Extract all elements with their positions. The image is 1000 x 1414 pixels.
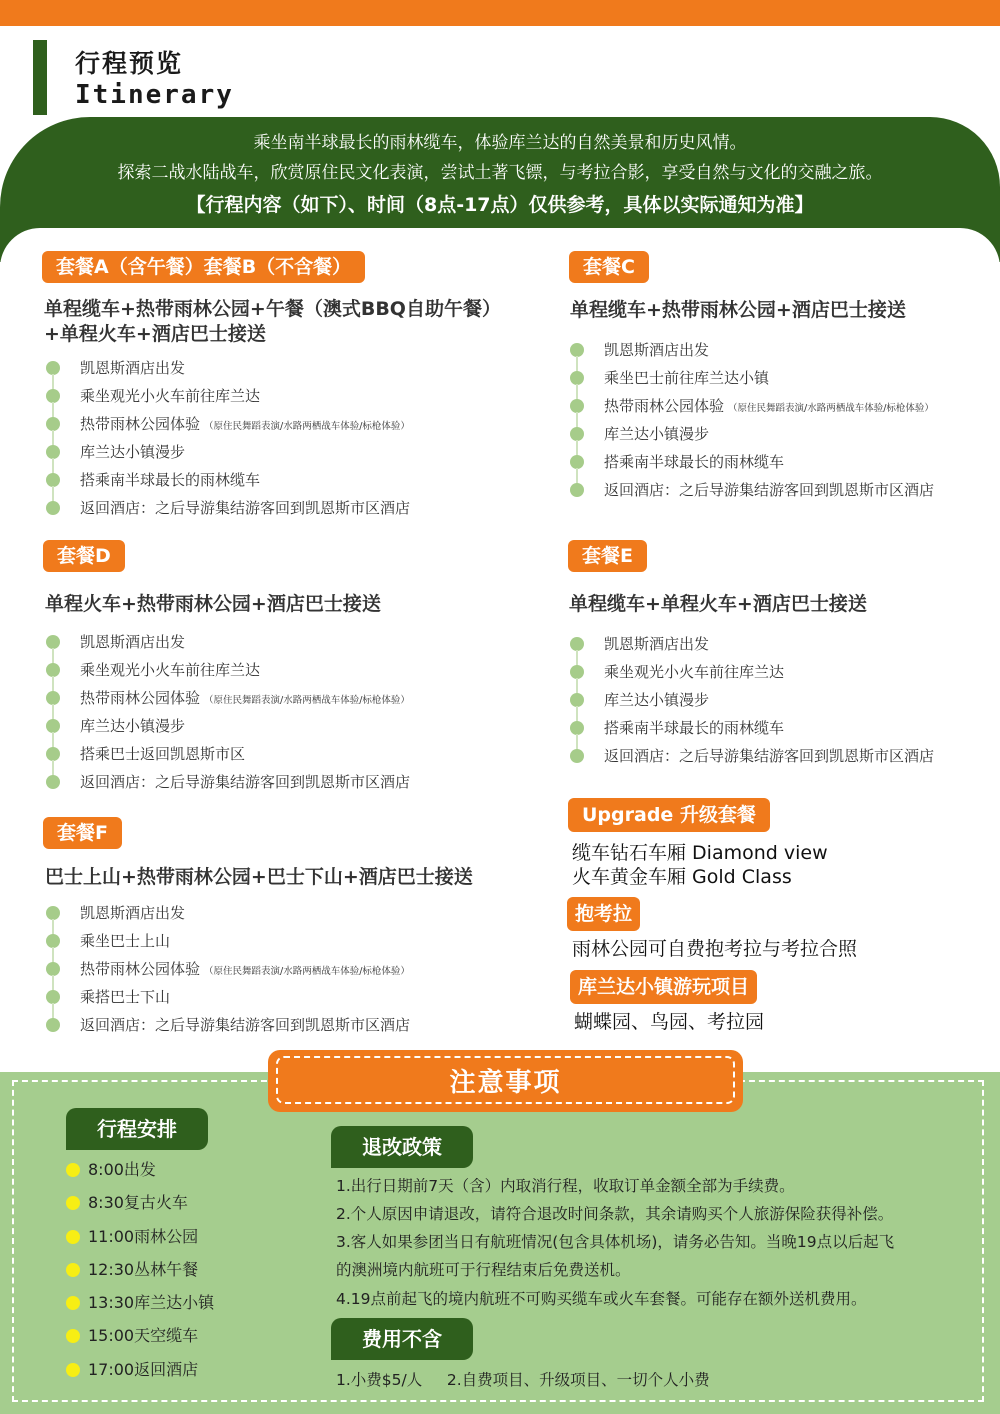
bullet-icon bbox=[570, 721, 584, 735]
bullet-icon bbox=[570, 483, 584, 497]
list-item: 热带雨林公园体验 （原住民舞蹈表演/水路两栖战车体验/标枪体验） bbox=[46, 684, 410, 712]
list-item: 库兰达小镇漫步 bbox=[570, 686, 934, 714]
notice-title: 注意事项 bbox=[449, 1068, 562, 1098]
package-d-tag: 套餐D bbox=[43, 540, 125, 572]
list-item: 凯恩斯酒店出发 bbox=[46, 899, 410, 927]
list-item: 搭乘南半球最长的雨林缆车 bbox=[570, 714, 934, 742]
bullet-icon bbox=[570, 637, 584, 651]
bullet-icon bbox=[570, 693, 584, 707]
list-item: 11:00雨林公园 bbox=[66, 1224, 214, 1257]
bullet-icon bbox=[46, 473, 60, 487]
title-accent-bar bbox=[33, 40, 47, 115]
list-item: 乘坐巴士前往库兰达小镇 bbox=[570, 364, 934, 392]
list-item: 搭乘巴士返回凯恩斯市区 bbox=[46, 740, 410, 768]
list-item: 热带雨林公园体验 （原住民舞蹈表演/水路两栖战车体验/标枪体验） bbox=[46, 410, 410, 438]
bullet-icon bbox=[570, 455, 584, 469]
bullet-icon bbox=[66, 1230, 80, 1244]
town-tag: 库兰达小镇游玩项目 bbox=[570, 970, 757, 1004]
list-item: 凯恩斯酒店出发 bbox=[570, 630, 934, 658]
bullet-icon bbox=[570, 399, 584, 413]
package-ab-route-2: +单程火车+酒店巴士接送 bbox=[44, 323, 266, 345]
intro-line-1: 乘坐南半球最长的雨林缆车，体验库兰达的自然美景和历史风情。 bbox=[253, 133, 747, 153]
refund-line-5: 4.19点前起飞的境内航班不可购买缆车或火车套餐。可能存在额外送机费用。 bbox=[336, 1290, 867, 1308]
bullet-icon bbox=[46, 775, 60, 789]
list-item: 搭乘南半球最长的雨林缆车 bbox=[46, 466, 410, 494]
list-item: 搭乘南半球最长的雨林缆车 bbox=[570, 448, 934, 476]
intro-notice: 【行程内容（如下）、时间（8点-17点）仅供参考，具体以实际通知为准】 bbox=[186, 194, 814, 216]
bullet-icon bbox=[46, 445, 60, 459]
list-item: 乘坐观光小火车前往库兰达 bbox=[46, 656, 410, 684]
package-f-route: 巴士上山+热带雨林公园+巴士下山+酒店巴士接送 bbox=[45, 866, 473, 888]
list-item: 库兰达小镇漫步 bbox=[46, 438, 410, 466]
list-item: 热带雨林公园体验 （原住民舞蹈表演/水路两栖战车体验/标枪体验） bbox=[46, 955, 410, 983]
upgrade-tag: Upgrade 升级套餐 bbox=[568, 798, 770, 832]
package-f-items bbox=[46, 899, 410, 1039]
bullet-icon bbox=[46, 417, 60, 431]
bullet-icon bbox=[46, 719, 60, 733]
schedule-tag: 行程安排 bbox=[66, 1108, 208, 1150]
bullet-icon bbox=[66, 1263, 80, 1277]
list-item: 17:00返回酒店 bbox=[66, 1357, 214, 1390]
koala-text: 雨林公园可自费抱考拉与考拉合照 bbox=[572, 938, 858, 960]
list-item: 8:30复古火车 bbox=[66, 1190, 214, 1223]
bullet-icon bbox=[66, 1296, 80, 1310]
bullet-icon bbox=[66, 1196, 80, 1210]
package-d-items bbox=[46, 628, 410, 796]
bullet-icon bbox=[46, 691, 60, 705]
schedule-list bbox=[66, 1157, 214, 1390]
list-item: 凯恩斯酒店出发 bbox=[46, 628, 410, 656]
package-e-items bbox=[570, 630, 934, 770]
bullet-icon bbox=[46, 934, 60, 948]
list-item: 返回酒店：之后导游集结游客回到凯恩斯市区酒店 bbox=[46, 1011, 410, 1039]
package-ab-items bbox=[46, 354, 410, 522]
bullet-icon bbox=[46, 361, 60, 375]
list-item: 返回酒店：之后导游集结游客回到凯恩斯市区酒店 bbox=[46, 494, 410, 522]
list-item: 乘搭巴士下山 bbox=[46, 983, 410, 1011]
bullet-icon bbox=[46, 906, 60, 920]
refund-tag: 退改政策 bbox=[331, 1126, 473, 1168]
bullet-icon bbox=[46, 501, 60, 515]
refund-line-2: 2.个人原因申请退改，请符合退改时间条款，其余请购买个人旅游保险获得补偿。 bbox=[336, 1205, 894, 1223]
bullet-icon bbox=[66, 1163, 80, 1177]
package-c-route: 单程缆车+热带雨林公园+酒店巴士接送 bbox=[570, 299, 906, 321]
koala-tag: 抱考拉 bbox=[567, 897, 640, 931]
bullet-icon bbox=[570, 343, 584, 357]
upgrade-diamond: 缆车钻石车厢 Diamond view bbox=[572, 842, 828, 864]
refund-line-1: 1.出行日期前7天（含）内取消行程，收取订单金额全部为手续费。 bbox=[336, 1177, 795, 1195]
bullet-icon bbox=[570, 749, 584, 763]
list-item: 返回酒店：之后导游集结游客回到凯恩斯市区酒店 bbox=[46, 768, 410, 796]
bullet-icon bbox=[46, 962, 60, 976]
list-item: 乘坐巴士上山 bbox=[46, 927, 410, 955]
package-e-tag: 套餐E bbox=[568, 540, 647, 572]
bullet-icon bbox=[46, 747, 60, 761]
refund-line-4: 的澳洲境内航班可于行程结束后免费送机。 bbox=[336, 1261, 631, 1279]
package-f-tag: 套餐F bbox=[43, 817, 122, 849]
list-item: 乘坐观光小火车前往库兰达 bbox=[46, 382, 410, 410]
page-subtitle: Itinerary bbox=[75, 80, 234, 110]
fee-text: 1.小费$5/人 2.自费项目、升级项目、一切个人小费 bbox=[336, 1371, 710, 1389]
list-item: 12:30丛林午餐 bbox=[66, 1257, 214, 1290]
bullet-icon bbox=[46, 635, 60, 649]
upgrade-gold: 火车黄金车厢 Gold Class bbox=[572, 866, 792, 888]
list-item: 凯恩斯酒店出发 bbox=[570, 336, 934, 364]
list-item: 热带雨林公园体验 （原住民舞蹈表演/水路两栖战车体验/标枪体验） bbox=[570, 392, 934, 420]
list-item: 库兰达小镇漫步 bbox=[570, 420, 934, 448]
package-e-route: 单程缆车+单程火车+酒店巴士接送 bbox=[569, 593, 867, 615]
bullet-icon bbox=[570, 427, 584, 441]
bullet-icon bbox=[570, 371, 584, 385]
list-item: 返回酒店：之后导游集结游客回到凯恩斯市区酒店 bbox=[570, 742, 934, 770]
fee-tag: 费用不含 bbox=[331, 1318, 473, 1360]
bullet-icon bbox=[66, 1329, 80, 1343]
page-title: 行程预览 bbox=[75, 49, 184, 78]
list-item: 乘坐观光小火车前往库兰达 bbox=[570, 658, 934, 686]
list-item: 库兰达小镇漫步 bbox=[46, 712, 410, 740]
package-ab-route-1: 单程缆车+热带雨林公园+午餐（澳式BBQ自助午餐） bbox=[44, 298, 501, 320]
package-ab-tag: 套餐A（含午餐）套餐B（不含餐） bbox=[42, 251, 365, 283]
bullet-icon bbox=[46, 1018, 60, 1032]
list-item: 凯恩斯酒店出发 bbox=[46, 354, 410, 382]
bullet-icon bbox=[46, 990, 60, 1004]
bullet-icon bbox=[46, 389, 60, 403]
list-item: 13:30库兰达小镇 bbox=[66, 1290, 214, 1323]
package-d-route: 单程火车+热带雨林公园+酒店巴士接送 bbox=[45, 593, 381, 615]
town-text: 蝴蝶园、鸟园、考拉园 bbox=[574, 1011, 765, 1033]
bullet-icon bbox=[46, 663, 60, 677]
list-item: 返回酒店：之后导游集结游客回到凯恩斯市区酒店 bbox=[570, 476, 934, 504]
package-c-tag: 套餐C bbox=[569, 251, 649, 283]
top-orange-bar bbox=[0, 0, 1000, 26]
refund-line-3: 3.客人如果参团当日有航班情况(包含具体机场)，请务必告知。当晚19点以后起飞 bbox=[336, 1233, 895, 1251]
list-item: 15:00天空缆车 bbox=[66, 1323, 214, 1356]
bullet-icon bbox=[66, 1363, 80, 1377]
list-item: 8:00出发 bbox=[66, 1157, 214, 1190]
package-c-items bbox=[570, 336, 934, 504]
intro-line-2: 探索二战水陆战车，欣赏原住民文化表演，尝试土著飞镖，与考拉合影，享受自然与文化的交融之旅。 bbox=[117, 163, 883, 183]
bullet-icon bbox=[570, 665, 584, 679]
